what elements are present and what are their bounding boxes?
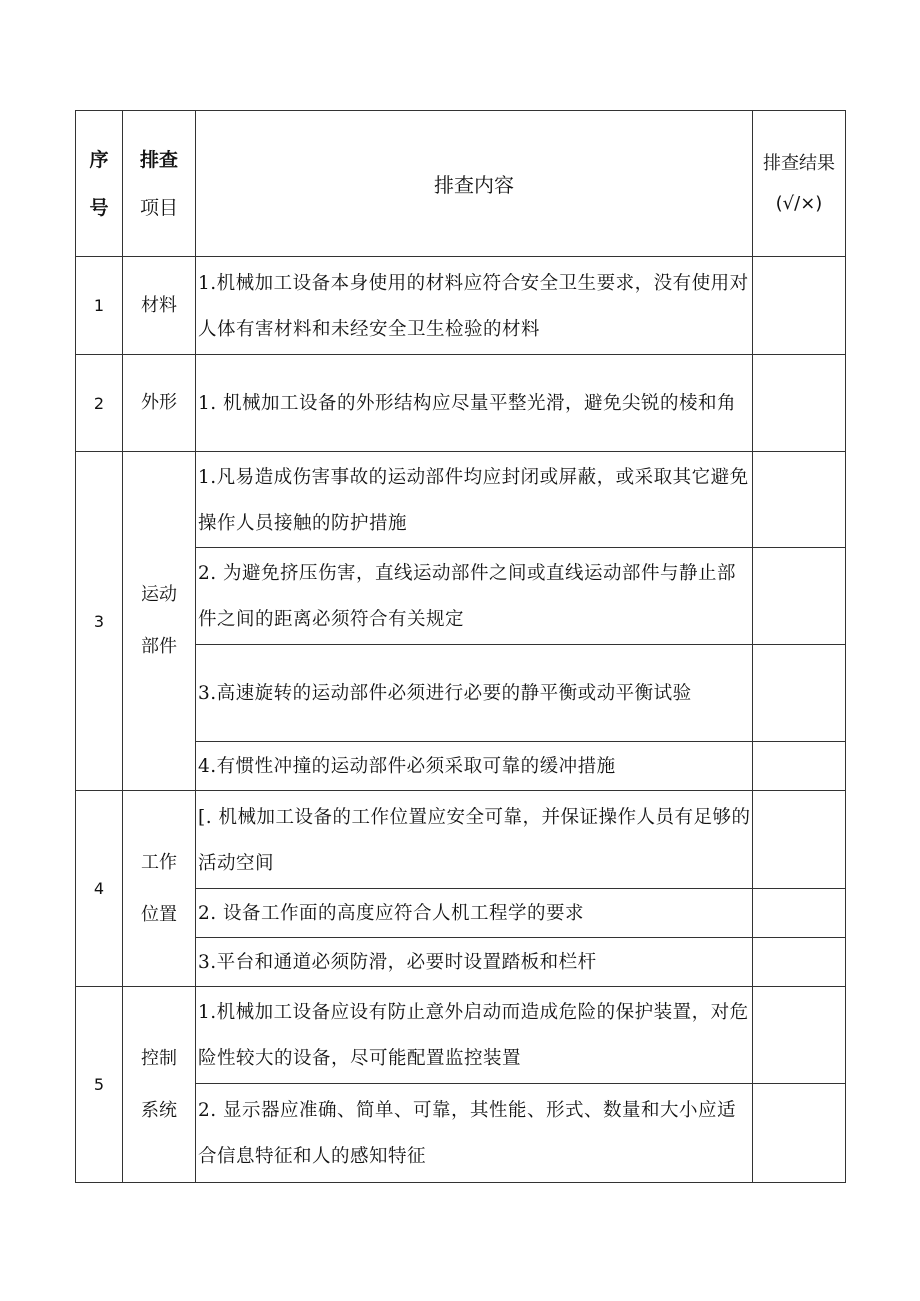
inspection-table (75, 110, 846, 1183)
row-content: 2. 显示器应准确、简单、可靠，其性能、形式、数量和大小应适合信息特征和人的感知特征 (196, 1084, 753, 1183)
result-cell[interactable] (753, 1084, 846, 1183)
table-row (76, 257, 846, 355)
table-row (76, 791, 846, 889)
row-item (123, 452, 196, 791)
header-result-line1: 排查结果 (763, 152, 835, 174)
row-content: 1.凡易造成伤害事故的运动部件均应封闭或屏蔽，或采取其它避免操作人员接触的防护措施 (196, 452, 753, 548)
row-content: 1.机械加工设备本身使用的材料应符合安全卫生要求，没有使用对人体有害材料和未经安全卫生检验的材料 (196, 257, 753, 355)
result-cell[interactable] (753, 548, 846, 645)
row-number: 5 (76, 987, 123, 1183)
header-result-line2: (√/×) (775, 192, 823, 214)
result-cell[interactable] (753, 645, 846, 742)
row-item-line1: 控制 (141, 1047, 177, 1069)
header-result (753, 111, 846, 257)
row-item-line2: 系统 (141, 1099, 177, 1121)
result-cell[interactable] (753, 791, 846, 889)
row-number: 2 (76, 355, 123, 452)
result-cell[interactable] (753, 355, 846, 452)
header-item-line2: 项目 (139, 196, 178, 219)
row-item-line1: 材料 (141, 294, 177, 316)
result-cell[interactable] (753, 742, 846, 791)
header-item (123, 111, 196, 257)
row-content: 4.有惯性冲撞的运动部件必须采取可靠的缓冲措施 (196, 742, 753, 791)
row-number: 1 (76, 257, 123, 355)
table-row (76, 987, 846, 1084)
row-item-line1: 运动 (141, 584, 177, 605)
table-row (76, 355, 846, 452)
header-seq-line1: 序 (89, 148, 109, 171)
result-cell[interactable] (753, 987, 846, 1084)
header-row (76, 111, 846, 257)
table-row (76, 452, 846, 548)
row-item (123, 987, 196, 1183)
header-item-line1: 排查 (139, 148, 178, 171)
row-content: [. 机械加工设备的工作位置应安全可靠，并保证操作人员有足够的活动空间 (196, 791, 753, 889)
result-cell[interactable] (753, 257, 846, 355)
row-content: 1.机械加工设备应设有防止意外启动而造成危险的保护装置，对危险性较大的设备，尽可能配置监控装置 (196, 987, 753, 1084)
row-number: 3 (76, 452, 123, 791)
row-item-line1: 外形 (141, 392, 177, 413)
header-seq (76, 111, 123, 257)
row-content: 3.高速旋转的运动部件必须进行必要的静平衡或动平衡试验 (196, 645, 753, 742)
header-content: 排查内容 (196, 111, 753, 257)
row-content: 2. 为避免挤压伤害，直线运动部件之间或直线运动部件与静止部件之间的距离必须符合有关规定 (196, 548, 753, 645)
header-seq-line2: 号 (89, 196, 109, 219)
row-item-line1: 工作 (141, 851, 177, 873)
row-number: 4 (76, 791, 123, 987)
row-content: 2. 设备工作面的高度应符合人机工程学的要求 (196, 889, 753, 938)
row-item-line2: 部件 (141, 636, 177, 657)
row-content: 1. 机械加工设备的外形结构应尽量平整光滑，避免尖锐的棱和角 (196, 355, 753, 452)
row-item (123, 355, 196, 452)
result-cell[interactable] (753, 452, 846, 548)
row-item (123, 791, 196, 987)
result-cell[interactable] (753, 889, 846, 938)
result-cell[interactable] (753, 938, 846, 987)
row-item-line2: 位置 (141, 903, 177, 925)
row-item (123, 257, 196, 355)
row-content: 3.平台和通道必须防滑，必要时设置踏板和栏杆 (196, 938, 753, 987)
